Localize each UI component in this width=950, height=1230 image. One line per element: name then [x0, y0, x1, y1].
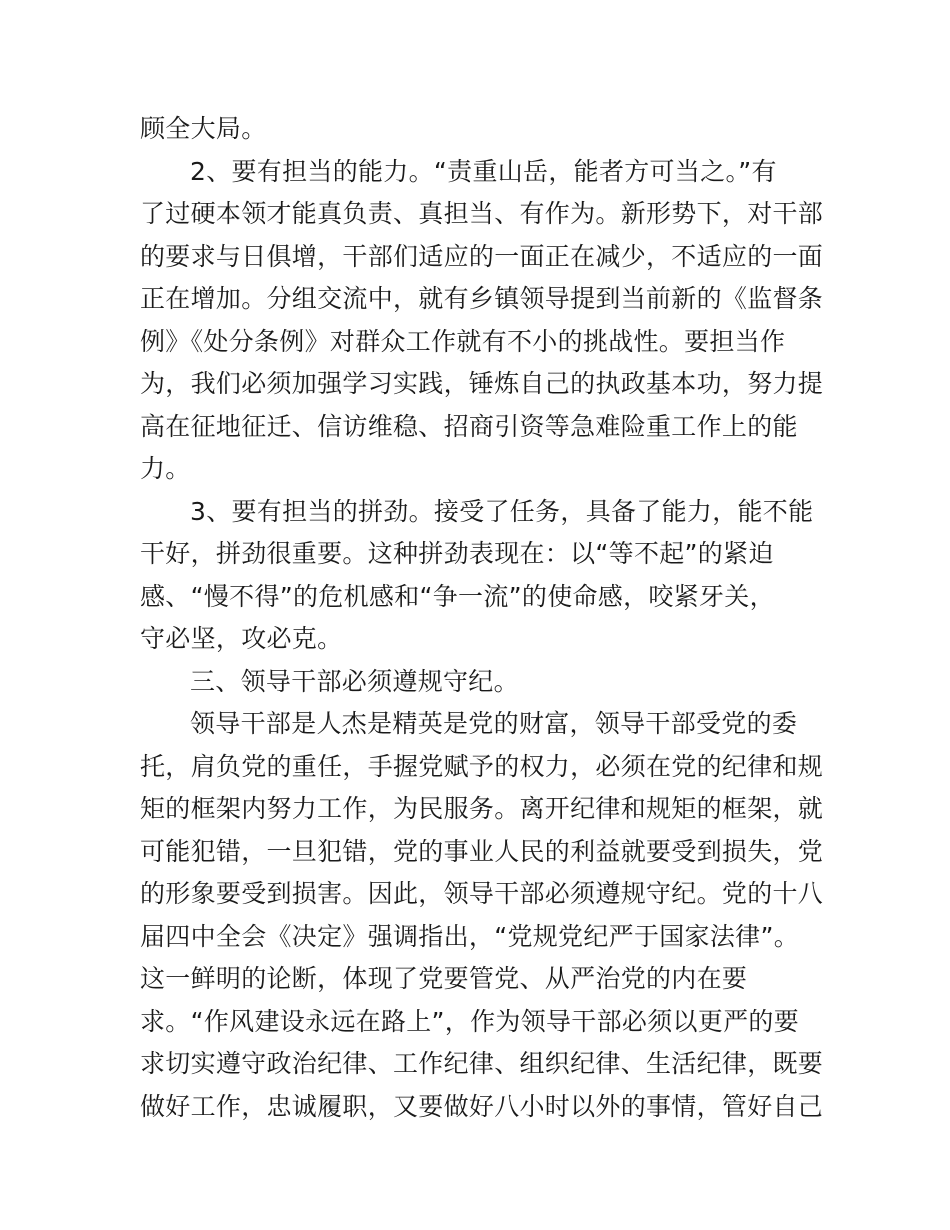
- paragraph-first-line: 3、要有担当的拼劲。接受了任务，具备了能力，能不能: [190, 496, 814, 526]
- paragraph-first-line: 2、要有担当的能力。“责重山岳，能者方可当之。”有: [190, 156, 777, 186]
- text-line: 正在增加。分组交流中，就有乡镇领导提到当前新的《监督条: [140, 284, 824, 313]
- text-line: 这一鲜明的论断，体现了党要管党、从严治党的内在要: [140, 964, 748, 993]
- text-line: 守必坚，攻必克。: [140, 624, 343, 653]
- text-line: 可能犯错，一旦犯错，党的事业人民的利益就要受到损失，党: [140, 836, 824, 866]
- text-line: 顾全大局。: [140, 114, 267, 143]
- text-line: 托，肩负党的重任，手握党赋予的权力，必须在党的纪律和规: [140, 751, 824, 781]
- paragraph-first-line: 领导干部是人杰是精英是党的财富，领导干部受党的委: [190, 709, 798, 738]
- text-line: 感、“慢不得”的危机感和“争一流”的使命感，咬紧牙关，: [140, 581, 775, 611]
- text-line: 的形象要受到损害。因此，领导干部必须遵规守纪。党的十八: [140, 879, 824, 908]
- text-line: 的要求与日俱增，干部们适应的一面正在减少，不适应的一面: [140, 241, 824, 271]
- text-line: 了过硬本领才能真负责、真担当、有作为。新形势下，对干部: [140, 199, 824, 228]
- text-line: 求。“作风建设永远在路上”，作为领导干部必须以更严的要: [140, 1006, 800, 1036]
- text-line: 例》《处分条例》对群众工作就有不小的挑战性。要担当作: [140, 326, 786, 356]
- text-line: 干好，拼劲很重要。这种拼劲表现在：以“等不起”的紧迫: [140, 539, 774, 568]
- section-heading: 三、领导干部必须遵规守纪。: [190, 666, 519, 696]
- text-line: 矩的框架内努力工作，为民服务。离开纪律和规矩的框架，就: [140, 794, 824, 823]
- document-body: [140, 108, 824, 1128]
- text-line: 届四中全会《决定》强调指出，“党规党纪严于国家法律”。: [140, 921, 800, 951]
- text-line: 为，我们必须加强学习实践，锤炼自己的执政基本功，努力提: [140, 369, 824, 398]
- text-line: 做好工作，忠诚履职，又要做好八小时以外的事情，管好自己: [140, 1091, 824, 1121]
- text-line: 高在征地征迁、信访维稳、招商引资等急难险重工作上的能: [140, 411, 798, 441]
- text-line: 求切实遵守政治纪律、工作纪律、组织纪律、生活纪律，既要: [140, 1049, 824, 1078]
- text-line: 力。: [140, 454, 191, 483]
